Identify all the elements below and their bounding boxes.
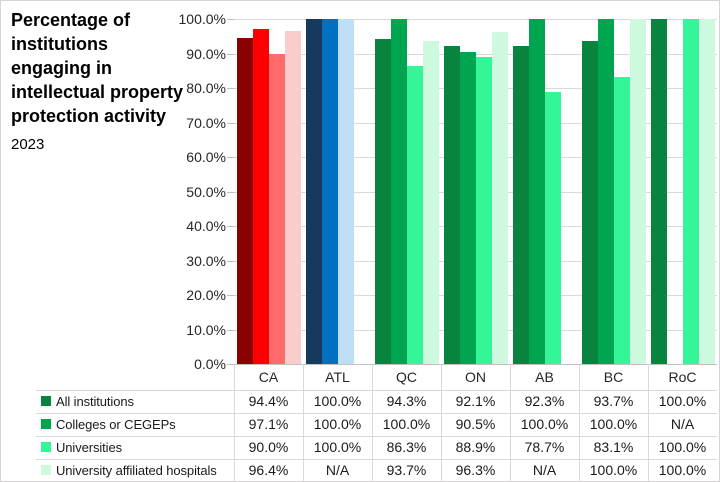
bar-ab-series-1 xyxy=(529,19,545,364)
y-axis-tick-mark xyxy=(227,192,234,193)
bar-ca-series-0 xyxy=(237,38,253,364)
legend-swatch xyxy=(41,465,51,475)
y-axis-tick-mark xyxy=(227,226,234,227)
bar-atl-series-0 xyxy=(306,19,322,364)
table-cell: 97.1% xyxy=(248,416,289,432)
legend-swatch xyxy=(41,442,51,452)
table-cell: 88.9% xyxy=(455,439,496,455)
legend-swatch xyxy=(41,419,51,429)
y-axis-tick-mark xyxy=(227,157,234,158)
y-axis-tick-label: 70.0% xyxy=(186,114,226,131)
bar-roc-series-0 xyxy=(651,19,667,364)
bar-bc-series-0 xyxy=(582,41,598,364)
bar-on-series-0 xyxy=(444,46,460,364)
chart-title-line: institutions xyxy=(11,34,108,54)
table-cell: 100.0% xyxy=(589,462,638,478)
table-cell: 94.3% xyxy=(386,393,427,409)
x-axis-label-roc: RoC xyxy=(668,369,697,385)
y-axis-tick-label: 60.0% xyxy=(186,149,226,165)
table-cell: 100.0% xyxy=(382,416,431,432)
table-cell: 100.0% xyxy=(520,416,569,432)
y-axis-tick-label: 80.0% xyxy=(186,80,226,96)
y-axis-tick-label: 100.0% xyxy=(178,11,226,27)
x-axis-label-on: ON xyxy=(465,369,486,385)
bar-atl-series-2 xyxy=(338,19,354,364)
y-axis-tick-label: 90.0% xyxy=(186,45,226,62)
y-axis-tick-mark xyxy=(227,123,234,124)
legend-swatch xyxy=(41,396,51,406)
y-axis-tick-mark xyxy=(227,88,234,89)
chart-title-line: Percentage of xyxy=(11,10,131,30)
x-axis-label-atl: ATL xyxy=(325,369,350,385)
table-cell: 92.1% xyxy=(455,393,496,409)
chart-title-line: protection activity xyxy=(11,106,167,126)
y-axis-tick-label: 10.0% xyxy=(186,321,226,338)
table-cell: 100.0% xyxy=(313,439,362,455)
x-axis-label-qc: QC xyxy=(396,369,417,385)
table-cell: N/A xyxy=(532,462,557,478)
bar-qc-series-2 xyxy=(407,66,423,364)
y-axis-tick-mark xyxy=(227,54,234,55)
table-cell: 83.1% xyxy=(593,439,634,455)
bar-qc-series-0 xyxy=(375,39,391,364)
table-cell: 93.7% xyxy=(593,393,634,409)
y-axis-tick-label: 20.0% xyxy=(186,287,226,303)
table-row-label: All institutions xyxy=(56,394,134,409)
table-cell: 93.7% xyxy=(386,462,427,478)
bar-on-series-2 xyxy=(476,57,492,364)
y-axis-tick-mark xyxy=(227,295,234,296)
y-axis-tick-label: 50.0% xyxy=(186,183,226,200)
bar-ca-series-1 xyxy=(253,29,269,364)
table-cell: 96.3% xyxy=(455,462,496,478)
bar-ab-series-0 xyxy=(513,46,529,364)
x-axis-label-ca: CA xyxy=(258,369,279,385)
table-cell: 96.4% xyxy=(248,462,289,478)
y-axis-tick-label: 0.0% xyxy=(194,356,226,372)
table-cell: 100.0% xyxy=(313,416,362,432)
table-cell: 100.0% xyxy=(658,393,707,409)
bar-ca-series-3 xyxy=(285,31,301,364)
y-axis-tick-mark xyxy=(227,330,234,331)
table-row-label: University affiliated hospitals xyxy=(56,463,217,478)
table-cell: N/A xyxy=(670,416,695,432)
table-cell: 94.4% xyxy=(248,393,289,409)
table-row-label: Universities xyxy=(56,440,122,455)
x-axis-label-bc: BC xyxy=(603,369,624,385)
y-axis-tick-label: 40.0% xyxy=(186,218,226,234)
bar-ab-series-2 xyxy=(545,92,561,364)
bar-bc-series-2 xyxy=(614,77,630,364)
y-axis-tick-mark xyxy=(227,364,234,365)
chart-title-line: intellectual property xyxy=(11,82,184,102)
table-cell: 100.0% xyxy=(658,462,707,478)
table-cell: 86.3% xyxy=(386,439,427,455)
bar-atl-series-1 xyxy=(322,19,338,364)
table-cell: 90.0% xyxy=(248,439,289,455)
table-row-label: Colleges or CEGEPs xyxy=(56,417,176,432)
table-cell: 90.5% xyxy=(455,416,496,432)
chart-subtitle: 2023 xyxy=(11,136,45,153)
y-axis-tick-label: 30.0% xyxy=(186,252,226,269)
bar-ca-series-2 xyxy=(269,54,285,365)
bar-roc-series-3 xyxy=(699,19,715,364)
chart-title-line: engaging in xyxy=(11,58,112,78)
table-cell: 100.0% xyxy=(589,416,638,432)
bar-qc-series-3 xyxy=(423,41,439,364)
bar-on-series-3 xyxy=(492,32,508,364)
table-cell: N/A xyxy=(325,462,350,478)
table-cell: 100.0% xyxy=(313,393,362,409)
y-axis-tick-mark xyxy=(227,19,234,20)
bar-roc-series-2 xyxy=(683,19,699,364)
bar-bc-series-1 xyxy=(598,19,614,364)
table-cell: 78.7% xyxy=(524,439,565,455)
x-axis-label-ab: AB xyxy=(535,369,554,385)
bar-on-series-1 xyxy=(460,52,476,364)
y-axis-tick-mark xyxy=(227,261,234,262)
table-cell: 92.3% xyxy=(524,393,565,409)
bar-bc-series-3 xyxy=(630,19,646,364)
table-cell: 100.0% xyxy=(658,439,707,455)
bar-qc-series-1 xyxy=(391,19,407,364)
